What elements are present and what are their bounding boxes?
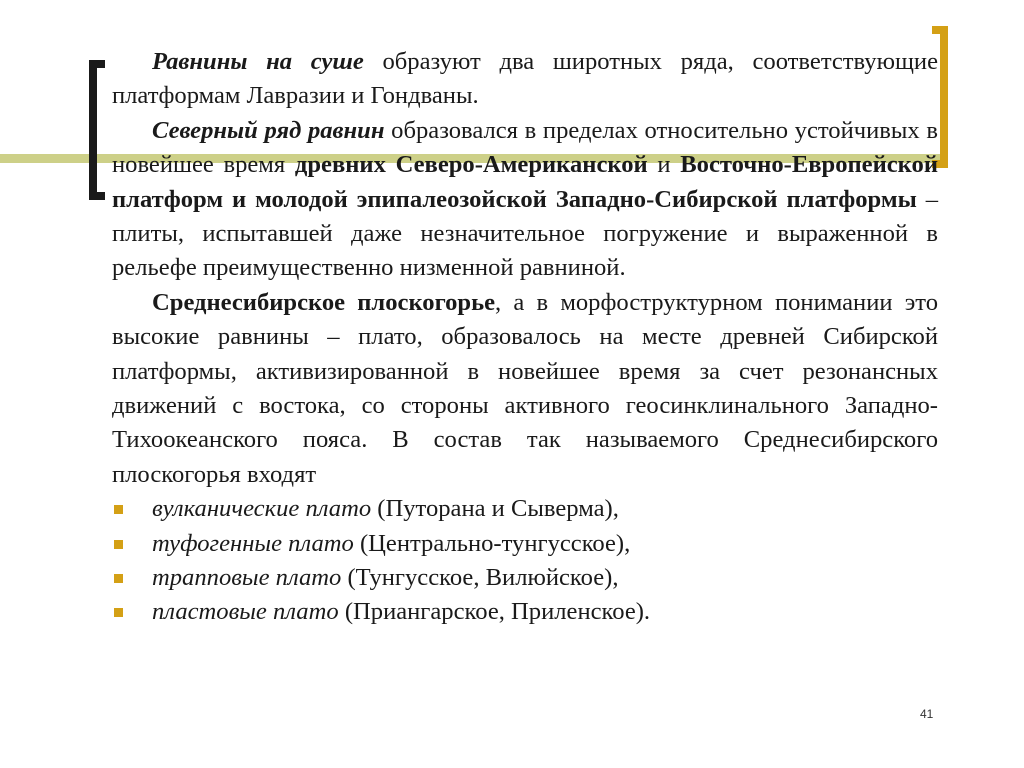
term-central-siberian-plateau: Среднесибирское плоскогорье	[152, 288, 496, 316]
square-bullet-icon	[114, 574, 123, 583]
square-bullet-icon	[114, 540, 123, 549]
paragraph-northern-bold-a: древних Северо-Американской	[294, 151, 648, 179]
slide-body	[112, 45, 938, 630]
paragraph-northern-bold-b: Восточно-Европейской платформ и молодой эпипалеозойской Западно-Сибирской платформы	[112, 151, 938, 213]
list-item-term: пластовые плато	[152, 598, 339, 626]
list-item-term: туфогенные плато	[152, 529, 354, 557]
paragraph-central-siberian-text: , а в морфоструктурном понимании это высокие равнины – плато, образовалось на месте древней Сибирской платформы, активизированной в новейшее время за счет резонансных движений с востока, со стороны активного геосинклинального Западно-Тихоокеанского пояса. В состав так называемого Среднесибирского плоскогорья входят	[112, 288, 938, 488]
list-item	[112, 527, 938, 561]
list-item-text: (Путорана и Сыверма),	[371, 495, 619, 523]
list-item-term: трапповые плато	[152, 564, 342, 592]
paragraph-northern-text-a: образовался в пределах относительно устойчивых в новейшее время	[112, 116, 938, 179]
paragraph-northern-text-c: – плиты, испытавшей даже незначительное погружение и выраженной в рельефе преимущественно низменной равниной.	[112, 185, 939, 282]
paragraph-northern-text-b: и	[647, 151, 681, 179]
list-item	[112, 561, 938, 595]
term-northern-row: Северный ряд равнин	[152, 116, 385, 144]
list-item-text: (Центрально-тунгусское),	[353, 529, 631, 557]
list-item-text: (Тунгусское, Вилюйское),	[341, 564, 619, 592]
page-number: 41	[920, 707, 934, 721]
square-bullet-icon	[114, 505, 123, 514]
term-plains: Равнины на суше	[152, 48, 364, 75]
left-bracket-decoration	[89, 60, 105, 200]
paragraph-plains	[112, 45, 938, 114]
list-item-term: вулканические плато	[152, 495, 372, 523]
plateau-list	[112, 492, 938, 630]
paragraph-central-siberian	[112, 286, 938, 492]
list-item	[112, 492, 938, 526]
list-item-text: (Приангарское, Приленское).	[338, 598, 651, 626]
square-bullet-icon	[114, 608, 123, 617]
paragraph-northern-row	[112, 114, 938, 286]
paragraph-plains-text: образуют два широтных ряда, соответствующие платформам Лавразии и Гондваны.	[112, 48, 938, 110]
list-item	[112, 595, 938, 629]
